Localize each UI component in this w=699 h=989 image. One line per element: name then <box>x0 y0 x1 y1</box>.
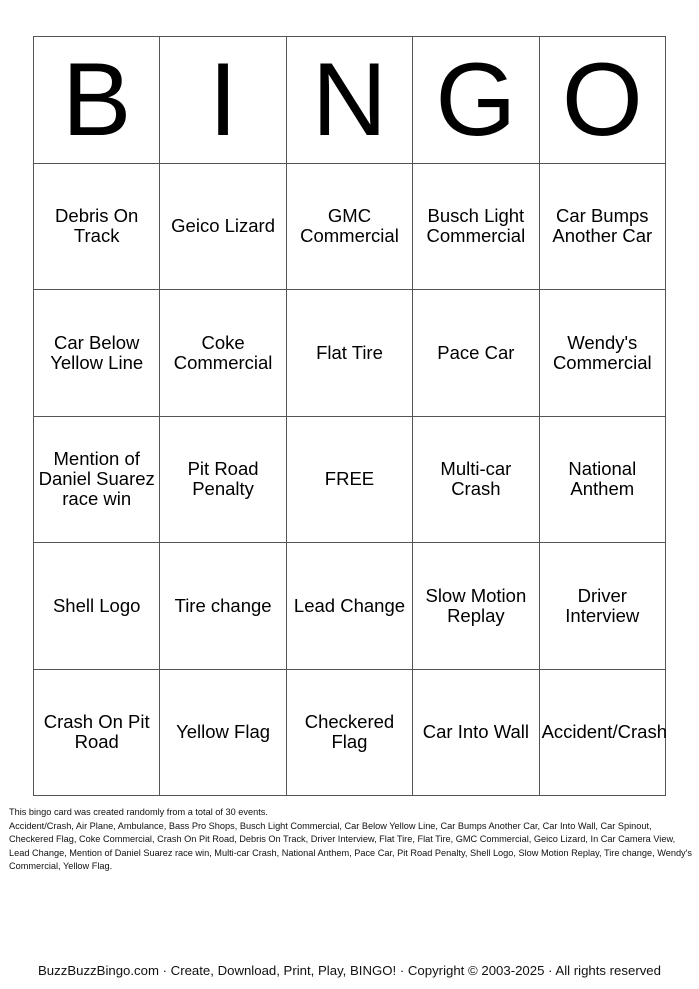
bingo-card <box>33 36 666 796</box>
header-letter-g: G <box>413 37 539 164</box>
bingo-cell: Busch Light Commercial <box>413 163 539 290</box>
header-letter-b: B <box>34 37 160 164</box>
bingo-cell: Pit Road Penalty <box>160 416 286 543</box>
bingo-row-3 <box>34 416 666 543</box>
bingo-row-1 <box>34 163 666 290</box>
bingo-row-4 <box>34 543 666 670</box>
bingo-cell: Flat Tire <box>286 290 412 417</box>
bingo-row-5 <box>34 669 666 796</box>
header-letter-o: O <box>539 37 665 164</box>
bingo-cell: National Anthem <box>539 416 665 543</box>
bingo-cell: Wendy's Commercial <box>539 290 665 417</box>
bingo-cell: Multi-car Crash <box>413 416 539 543</box>
header-letter-i: I <box>160 37 286 164</box>
bingo-cell: Car Below Yellow Line <box>34 290 160 417</box>
bingo-cell: Debris On Track <box>34 163 160 290</box>
card-info-events: Accident/Crash, Air Plane, Ambulance, Bass Pro Shops, Busch Light Commercial, Car Below Yellow Line, Car Bumps Another Car, Car Into Wall, Car Spinout, Checkered Flag, Coke Commercial, Crash On Pit Road, Debris On Track, Driver Interview, Flat Tire, Flat Tire, GMC Commercial, Geico Lizard, In Car Camera View, Lead Change, Mention of Daniel Suarez race win, Multi-car Crash, National Anthem, Pace Car, Pit Road Penalty, Shell Logo, Slow Motion Replay, Tire change, Wendy's Commercial, Yellow Flag. <box>9 820 693 871</box>
bingo-cell: Slow Motion Replay <box>413 543 539 670</box>
bingo-cell: Driver Interview <box>539 543 665 670</box>
bingo-cell: Mention of Daniel Suarez race win <box>34 416 160 543</box>
bingo-cell: Yellow Flag <box>160 669 286 796</box>
bingo-header-row <box>34 37 666 164</box>
bingo-cell: Lead Change <box>286 543 412 670</box>
header-letter-n: N <box>286 37 412 164</box>
bingo-cell: Coke Commercial <box>160 290 286 417</box>
bingo-cell: Pace Car <box>413 290 539 417</box>
footer-copyright: BuzzBuzzBingo.com · Create, Download, Print, Play, BINGO! · Copyright © 2003-2025 · All rights reserved <box>38 963 661 978</box>
bingo-cell: Geico Lizard <box>160 163 286 290</box>
bingo-cell: Shell Logo <box>34 543 160 670</box>
bingo-cell: Car Into Wall <box>413 669 539 796</box>
bingo-cell: Crash On Pit Road <box>34 669 160 796</box>
free-space-cell: FREE <box>286 416 412 543</box>
bingo-cell: Tire change <box>160 543 286 670</box>
bingo-cell: Accident/Crash <box>539 669 665 796</box>
card-info <box>9 806 693 874</box>
bingo-cell: Checkered Flag <box>286 669 412 796</box>
bingo-cell: GMC Commercial <box>286 163 412 290</box>
bingo-row-2 <box>34 290 666 417</box>
bingo-cell: Car Bumps Another Car <box>539 163 665 290</box>
card-info-intro: This bingo card was created randomly from a total of 30 events. <box>9 807 268 817</box>
